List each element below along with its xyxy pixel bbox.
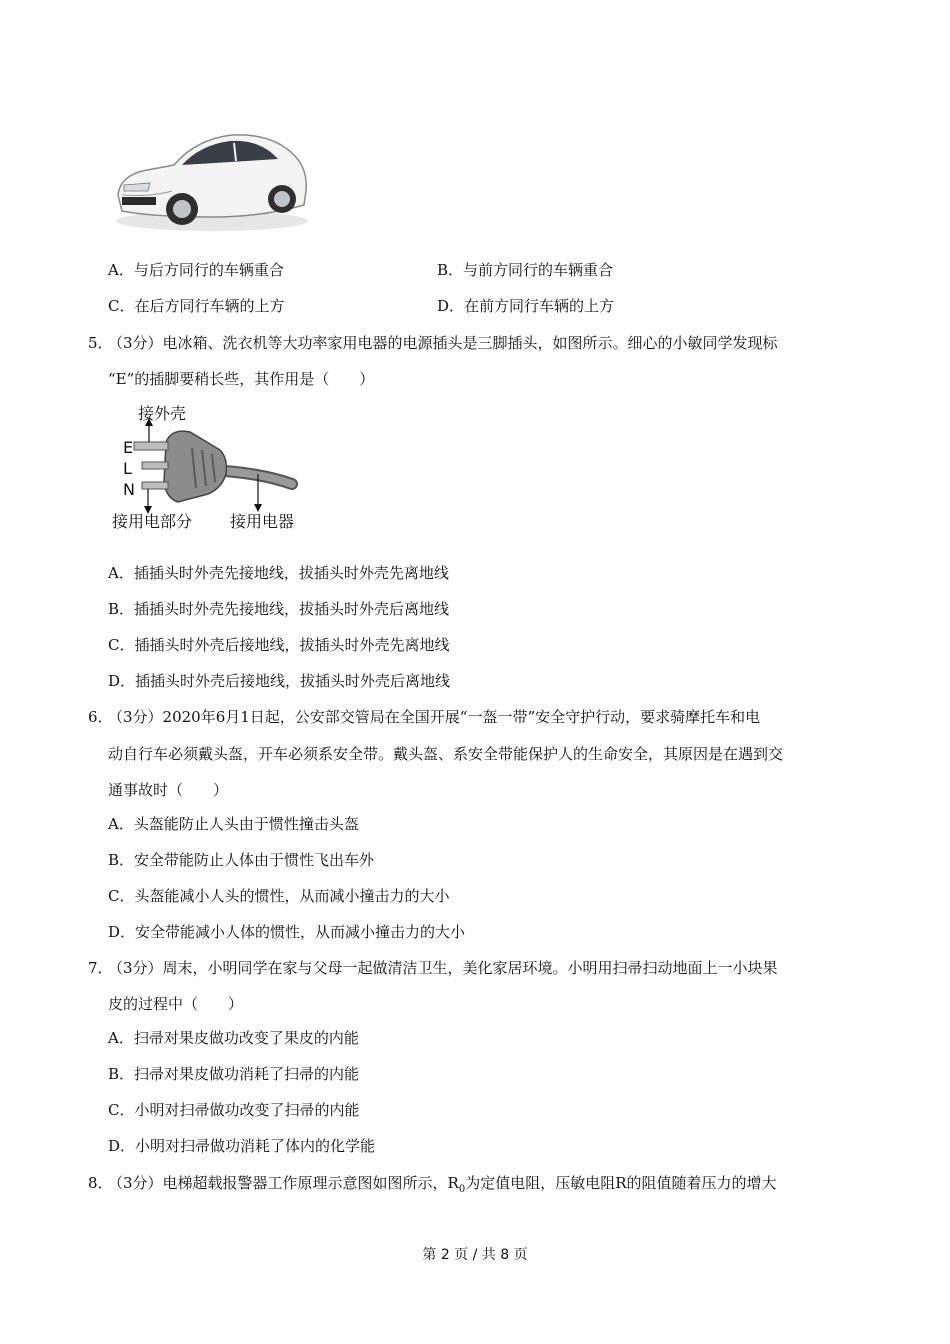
- q7-option-d: D．小明对扫帚做功消耗了体内的化学能: [108, 1137, 376, 1155]
- label-connect-appliance: 接用电器: [230, 512, 295, 531]
- q8-number: 8．: [88, 1174, 113, 1192]
- q4-option-d: D．在前方同行车辆的上方: [437, 297, 615, 315]
- q4-option-c: C．在后方同行车辆的上方: [108, 297, 285, 315]
- q7-option-b: B．扫帚对果皮做功消耗了扫帚的内能: [108, 1065, 360, 1083]
- q8-stem-post: 为定值电阻，压敏电阻R的阻值随着压力的增大: [465, 1174, 777, 1192]
- q6-stem-line-2: 动自行车必须戴头盔，开车必须系安全带。戴头盔、系安全带能保护人的生命安全，其原因是在遇到交: [108, 745, 784, 763]
- plug-figure: [108, 402, 308, 537]
- q6-option-b: B．安全带能防止人体由于惯性飞出车外: [108, 851, 375, 869]
- q4-option-b: B．与前方同行的车辆重合: [437, 261, 614, 279]
- label-pin-e: E: [123, 438, 134, 457]
- q8-stem-subscript: 0: [458, 1184, 466, 1195]
- q7-stem-line-1: （3分）周末，小明同学在家与父母一起做清洁卫生，美化家居环境。小明用扫帚扫动地面上一小块果: [108, 959, 778, 977]
- q6-stem-line-1: （3分）2020年6月1日起，公安部交管局在全国开展“一盔一带”安全守护行动，要求骑摩托车和电: [108, 708, 761, 726]
- q6-number: 6．: [88, 708, 113, 726]
- q5-stem-line-1: （3分）电冰箱、洗衣机等大功率家用电器的电源插头是三脚插头，如图所示。细心的小敏同学发现标: [108, 334, 778, 352]
- q8-stem-pre: （3分）电梯超载报警器工作原理示意图如图所示，R: [108, 1174, 459, 1192]
- q6-option-d: D．安全带能减小人体的惯性，从而减小撞击力的大小: [108, 923, 466, 941]
- q7-stem-line-2: 皮的过程中（ ）: [108, 995, 244, 1013]
- q5-stem-line-2: “E”的插脚要稍长些，其作用是（ ）: [108, 370, 375, 388]
- label-pin-n: N: [123, 480, 135, 499]
- q5-option-c: C．插插头时外壳后接地线，拔插头时外壳先离地线: [108, 636, 450, 654]
- q5-option-a: A．插插头时外壳先接地线，拔插头时外壳先离地线: [108, 564, 449, 582]
- q7-option-a: A．扫帚对果皮做功改变了果皮的内能: [108, 1029, 359, 1047]
- q8-stem-line-1: [108, 1173, 777, 1193]
- q6-option-a: A．头盔能防止人头由于惯性撞击头盔: [108, 815, 359, 833]
- car-image: [112, 125, 312, 237]
- q6-option-c: C．头盔能减小人头的惯性，从而减小撞击力的大小: [108, 887, 450, 905]
- label-connect-live-part: 接用电部分: [112, 512, 193, 531]
- q7-number: 7．: [88, 959, 113, 977]
- q4-option-a: A．与后方同行的车辆重合: [108, 261, 284, 279]
- q7-option-c: C．小明对扫帚做功改变了扫帚的内能: [108, 1101, 360, 1119]
- label-connect-shell: 接外壳: [138, 404, 187, 423]
- page-footer: 第 2 页 / 共 8 页: [422, 1247, 528, 1263]
- q5-option-d: D．插插头时外壳后接地线，拔插头时外壳后离地线: [108, 672, 451, 690]
- q6-stem-line-3: 通事故时（ ）: [108, 781, 229, 799]
- q5-option-b: B．插插头时外壳先接地线，拔插头时外壳后离地线: [108, 600, 450, 618]
- q5-number: 5．: [88, 334, 113, 352]
- label-pin-l: L: [123, 459, 132, 478]
